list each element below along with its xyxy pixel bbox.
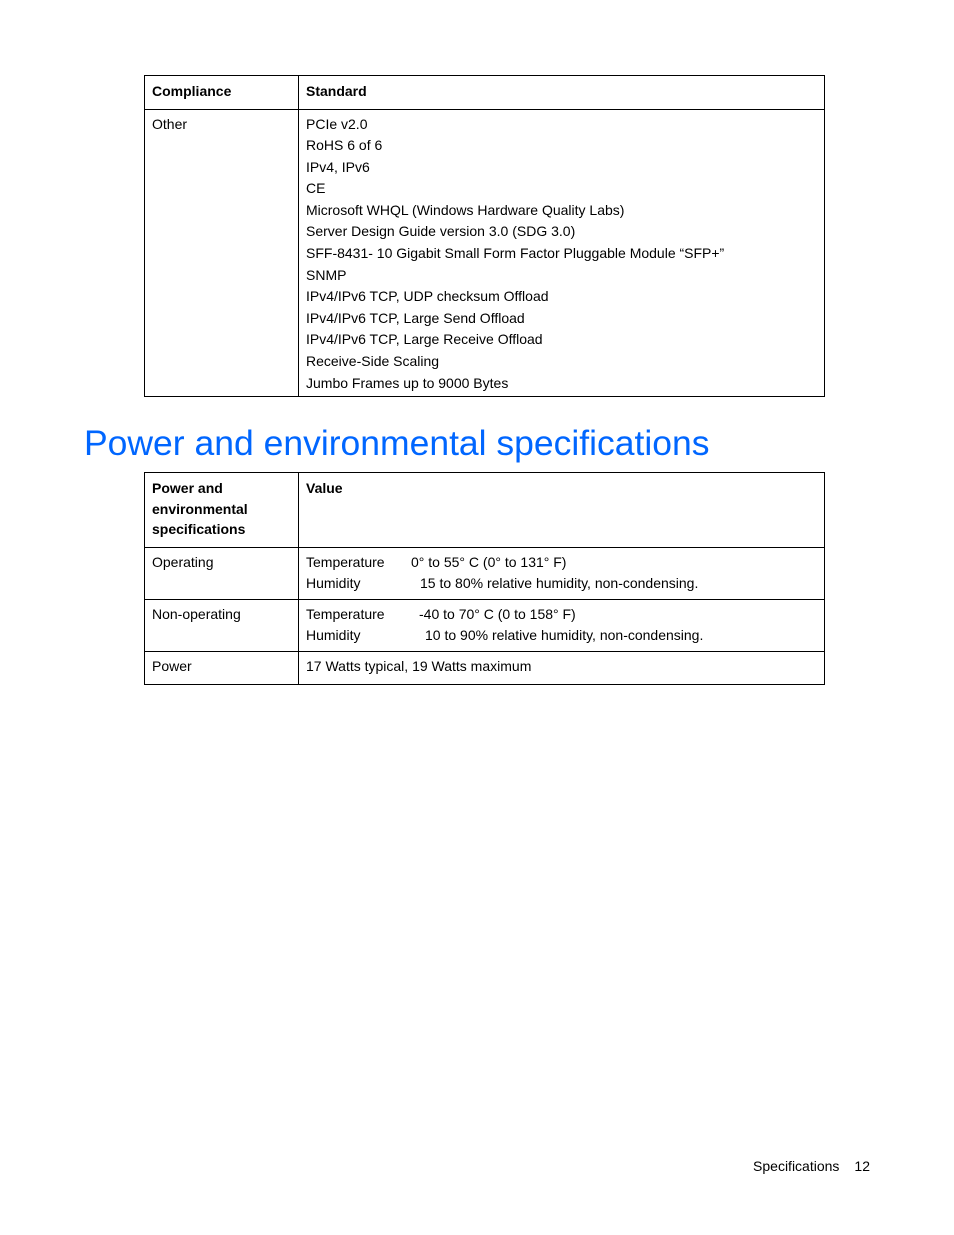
table-row: [145, 109, 825, 397]
row-values: [299, 547, 825, 599]
list-item: IPv4/IPv6 TCP, Large Send Offload: [306, 309, 525, 326]
table-row: [145, 547, 825, 599]
list-item: SFF-8431- 10 Gigabit Small Form Factor Pluggable Module “SFP+”: [306, 245, 725, 262]
value-header: Value: [299, 473, 825, 548]
temperature-line: [306, 552, 816, 574]
power-environmental-table: [144, 472, 825, 685]
power-header-row: [145, 473, 825, 548]
page-number: 12: [854, 1158, 870, 1174]
list-item: Jumbo Frames up to 9000 Bytes: [306, 374, 509, 391]
footer-section-name: Specifications: [753, 1158, 840, 1174]
list-item: IPv4/IPv6 TCP, UDP checksum Offload: [306, 288, 549, 305]
compliance-header-row: [145, 76, 825, 110]
standard-header: Standard: [299, 76, 825, 110]
standards-list: [299, 109, 825, 397]
item-value: 15 to 80% relative humidity, non-condensing.: [420, 575, 699, 592]
table-row: [145, 651, 825, 684]
temperature-line: [306, 604, 816, 626]
row-label: Power: [145, 651, 299, 684]
item-key: Temperature: [306, 553, 385, 570]
row-label: Operating: [145, 547, 299, 599]
list-item: Microsoft WHQL (Windows Hardware Quality Labs): [306, 201, 625, 218]
list-item: Receive-Side Scaling: [306, 353, 440, 370]
list-item: PCIe v2.0: [306, 115, 368, 132]
spec-header: Power and environmental specifications: [145, 473, 299, 548]
compliance-header: Compliance: [145, 76, 299, 110]
item-key: Temperature: [306, 605, 385, 622]
item-key: Humidity: [306, 575, 361, 592]
row-label: Non-operating: [145, 599, 299, 651]
row-label: Other: [145, 109, 299, 397]
item-value: 0° to 55° C (0° to 131° F): [411, 553, 567, 570]
compliance-table: [144, 75, 825, 397]
list-item: CE: [306, 180, 326, 197]
section-title: Power and environmental specifications: [84, 423, 710, 463]
page-footer: [753, 1158, 870, 1174]
table-row: [145, 599, 825, 651]
row-value: 17 Watts typical, 19 Watts maximum: [299, 651, 825, 684]
item-value: 10 to 90% relative humidity, non-condensing.: [425, 627, 704, 644]
humidity-line: [306, 625, 816, 647]
item-key: Humidity: [306, 627, 361, 644]
list-item: Server Design Guide version 3.0 (SDG 3.0): [306, 223, 576, 240]
row-values: [299, 599, 825, 651]
list-item: IPv4, IPv6: [306, 158, 370, 175]
item-value: -40 to 70° C (0 to 158° F): [419, 605, 576, 622]
list-item: IPv4/IPv6 TCP, Large Receive Offload: [306, 331, 543, 348]
list-item: SNMP: [306, 266, 347, 283]
list-item: RoHS 6 of 6: [306, 137, 383, 154]
humidity-line: [306, 573, 816, 595]
